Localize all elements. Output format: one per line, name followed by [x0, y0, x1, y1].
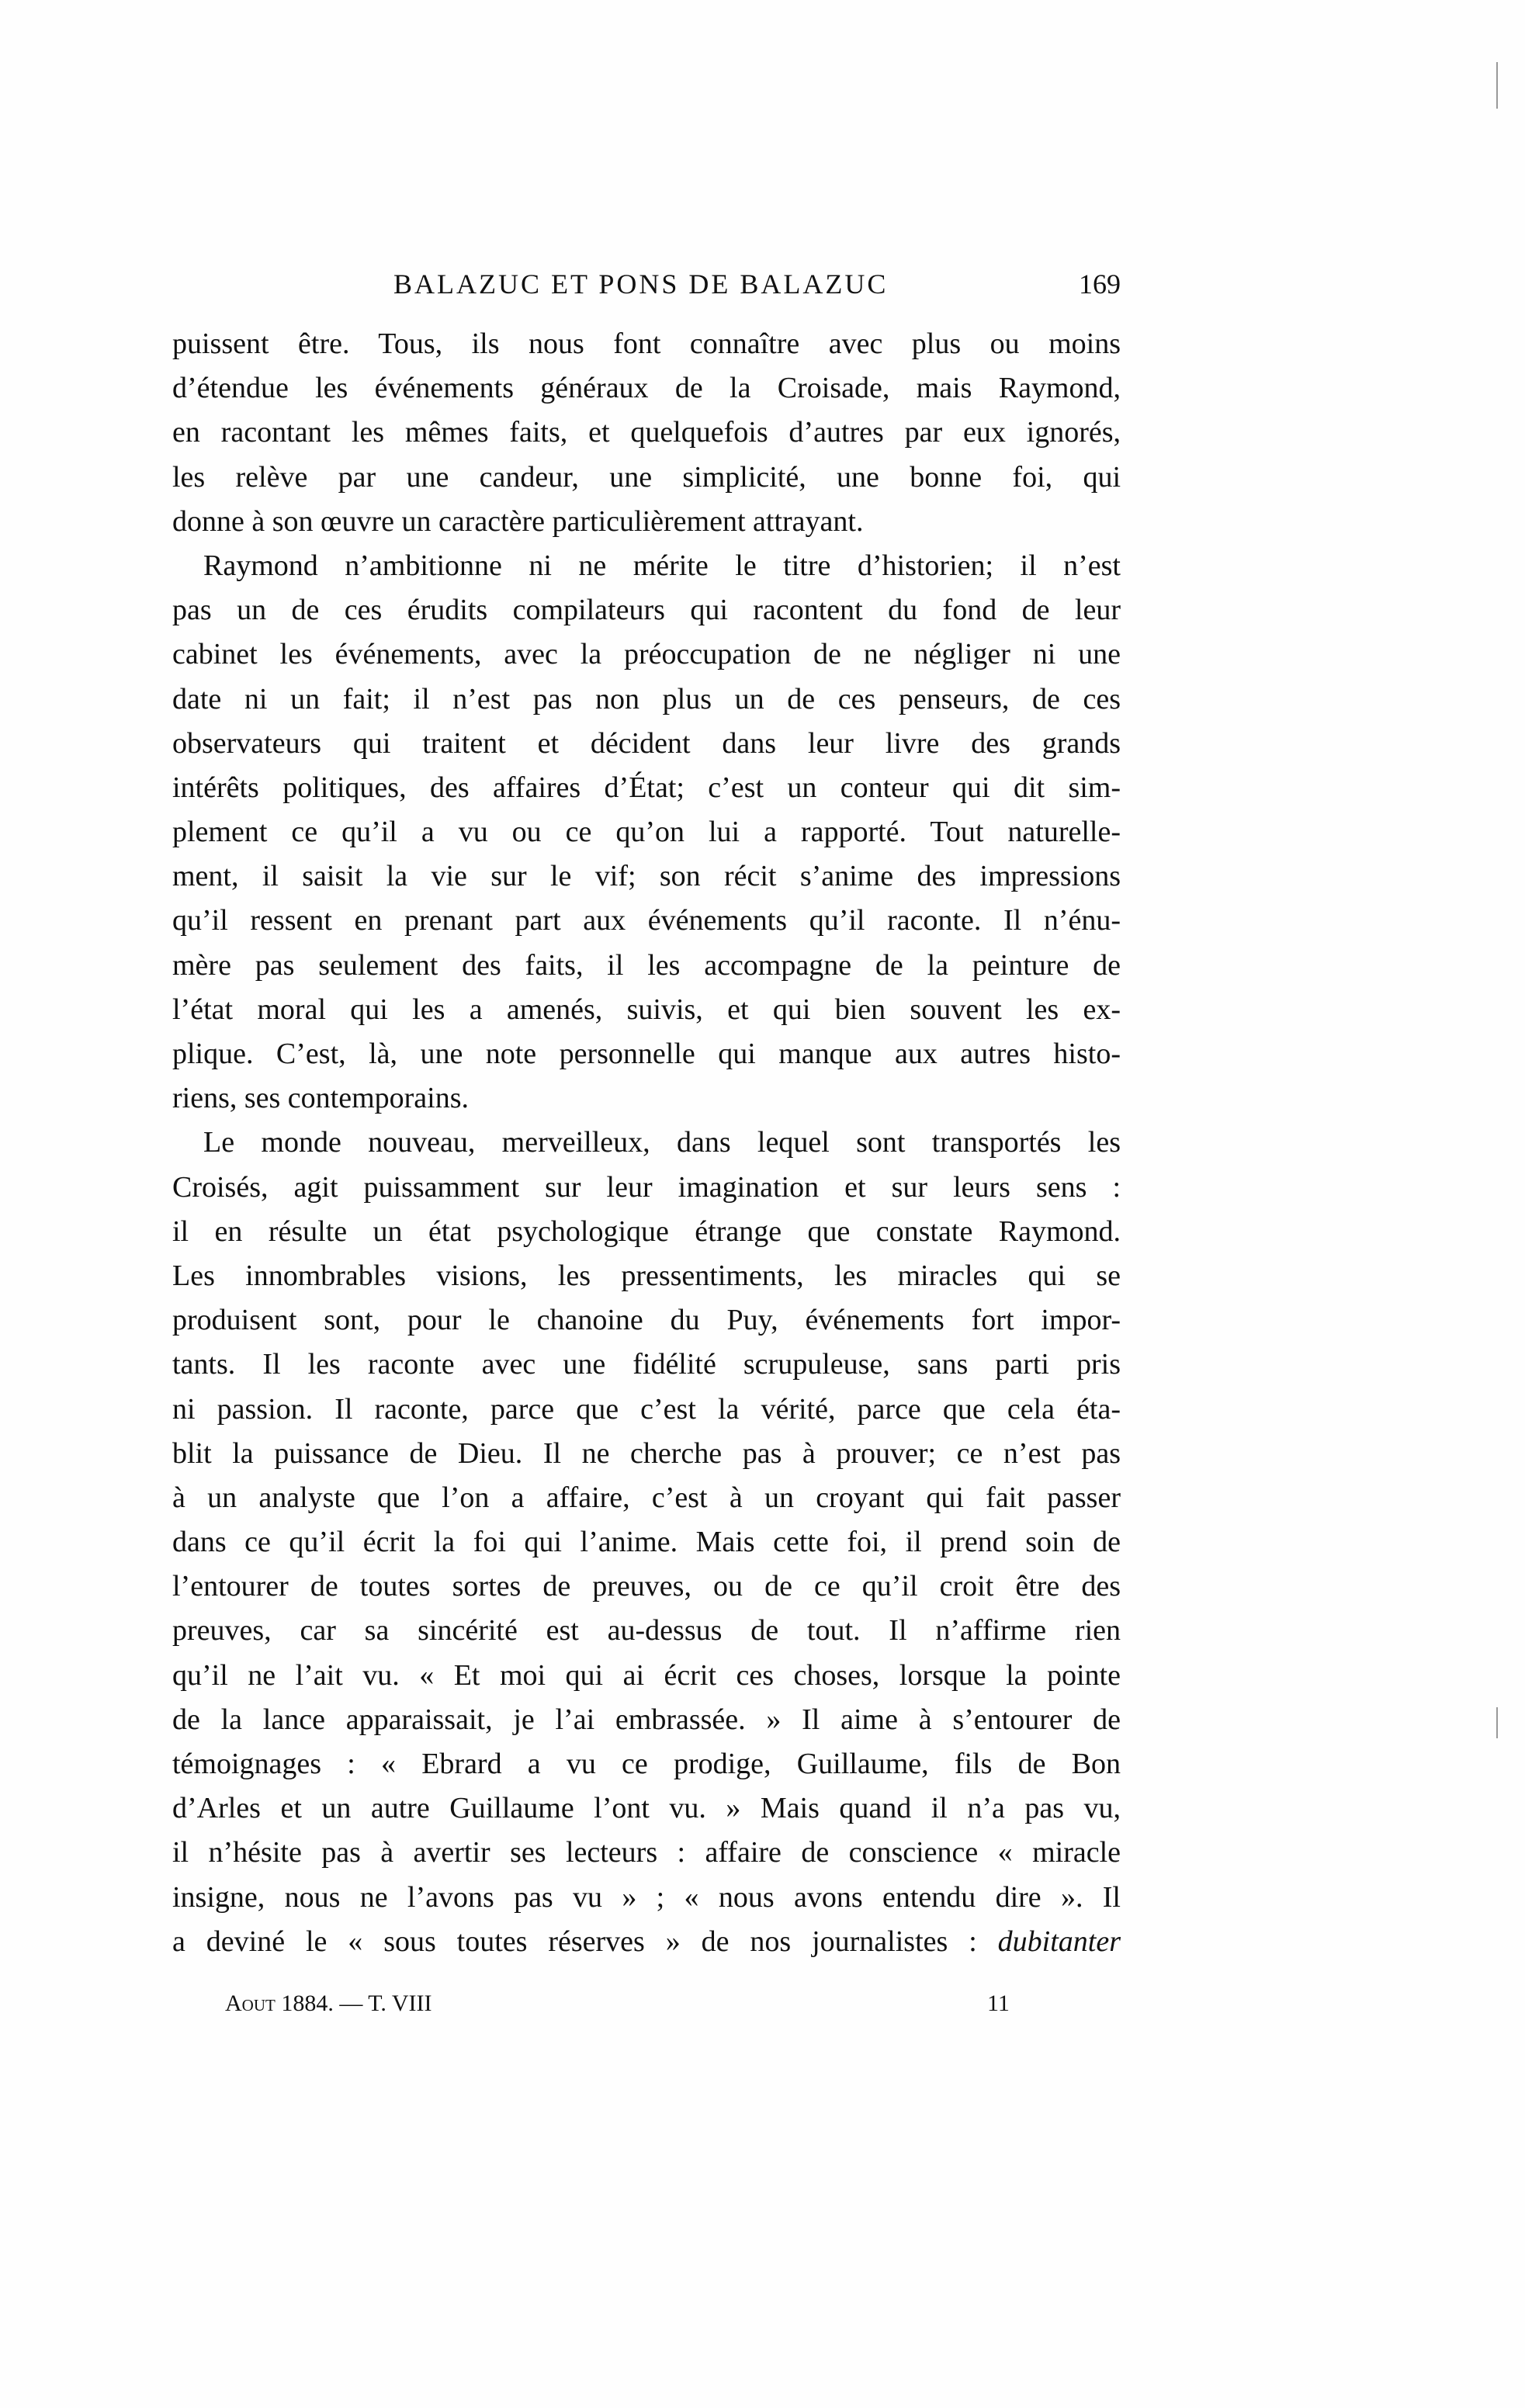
text-line: donne à son œuvre un caractère particulièrement attrayant.	[172, 504, 864, 538]
scan-edge-mark	[1496, 62, 1498, 109]
text-line: pas un de ces érudits compilateurs qui racontent du fond de leur	[172, 594, 1121, 627]
text-line: d’étendue les événements généraux de la Croisade, mais Raymond,	[172, 372, 1121, 405]
text-line: cabinet les événements, avec la préoccupation de ne négliger ni une	[172, 638, 1121, 671]
text-line: Le monde nouveau, merveilleux, dans lequel sont transportés les	[203, 1126, 1121, 1159]
text-line: l’état moral qui les a amenés, suivis, et qui bien souvent les ex-	[172, 993, 1121, 1026]
text-line: mère pas seulement des faits, il les accompagne de la peinture de	[172, 948, 1121, 982]
text-line: Les innombrables visions, les pressentiments, les miracles qui se	[172, 1259, 1121, 1292]
text-line: qu’il ressent en prenant part aux événements qu’il raconte. Il n’énu-	[172, 904, 1121, 937]
text-line: a deviné le « sous toutes réserves » de nos journalistes : dubitanter	[172, 1925, 1121, 1958]
text-line: puissent être. Tous, ils nous font connaître avec plus ou moins	[172, 327, 1121, 360]
text-line: plique. C’est, là, une note personnelle qui manque aux autres histo-	[172, 1038, 1121, 1070]
issue-date-volume: Aout 1884. — T. VIII	[225, 1990, 432, 2016]
text-line: blit la puissance de Dieu. Il ne cherche pas à prouver; ce n’est pas	[172, 1436, 1121, 1470]
text-line: preuves, car sa sincérité est au-dessus de tout. Il n’affirme rien	[172, 1614, 1121, 1647]
text-line: ment, il saisit la vie sur le vif; son récit s’anime des impressions	[172, 860, 1121, 893]
text-line: il en résulte un état psychologique étrange que constate Raymond.	[172, 1214, 1121, 1248]
text-line: il n’hésite pas à avertir ses lecteurs : affaire de conscience « miracle	[172, 1836, 1121, 1869]
paragraph	[172, 1121, 1121, 1964]
text-line: date ni un fait; il n’est pas non plus un de ces penseurs, de ces	[172, 682, 1121, 715]
text-line: produisent sont, pour le chanoine du Puy, événements fort impor-	[172, 1304, 1121, 1337]
text-line: riens, ses contemporains.	[172, 1082, 470, 1115]
text-line: l’entourer de toutes sortes de preuves, ou de ce qu’il croit être des	[172, 1570, 1121, 1603]
text-line: intérêts politiques, des affaires d’État; c’est un conteur qui dit sim-	[172, 771, 1121, 804]
text-line: d’Arles et un autre Guillaume l’ont vu. » Mais quand il n’a pas vu,	[172, 1792, 1121, 1825]
running-head	[172, 268, 1121, 307]
text-line: Croisés, agit puissamment sur leur imagination et sur leurs sens :	[172, 1170, 1121, 1204]
signature-mark: 11	[987, 1990, 1010, 2016]
text-line: de la lance apparaissait, je l’ai embrassée. » Il aime à s’entourer de	[172, 1703, 1121, 1736]
body-text	[172, 322, 1121, 1964]
text-line: observateurs qui traitent et décident dans leur livre des grands	[172, 726, 1121, 760]
text-line: insigne, nous ne l’avons pas vu » ; « nous avons entendu dire ». Il	[172, 1880, 1121, 1914]
running-title: BALAZUC ET PONS DE BALAZUC	[393, 269, 889, 300]
paragraph	[172, 544, 1121, 1121]
text-line: plement ce qu’il a vu ou ce qu’on lui a rapporté. Tout naturelle-	[172, 816, 1121, 849]
paragraph	[172, 322, 1121, 544]
text-line: les relève par une candeur, une simplicité, une bonne foi, qui	[172, 460, 1121, 494]
text-line: Raymond n’ambitionne ni ne mérite le titre d’historien; il n’est	[203, 549, 1121, 582]
text-line: à un analyste que l’on a affaire, c’est à un croyant qui fait passer	[172, 1481, 1121, 1514]
text-line: dans ce qu’il écrit la foi qui l’anime. Mais cette foi, il prend soin de	[172, 1526, 1121, 1559]
text-line: tants. Il les raconte avec une fidélité scrupuleuse, sans parti pris	[172, 1348, 1121, 1381]
text-line: ni passion. Il raconte, parce que c’est la vérité, parce que cela éta-	[172, 1392, 1121, 1426]
text-line: qu’il ne l’ait vu. « Et moi qui ai écrit ces choses, lorsque la pointe	[172, 1658, 1121, 1692]
text-line: témoignages : « Ebrard a vu ce prodige, Guillaume, fils de Bon	[172, 1748, 1121, 1780]
italic-term: dubitanter	[997, 1925, 1121, 1958]
scan-edge-mark	[1496, 1707, 1498, 1738]
page-number: 169	[1079, 269, 1121, 300]
text-line: en racontant les mêmes faits, et quelquefois d’autres par eux ignorés,	[172, 416, 1121, 449]
